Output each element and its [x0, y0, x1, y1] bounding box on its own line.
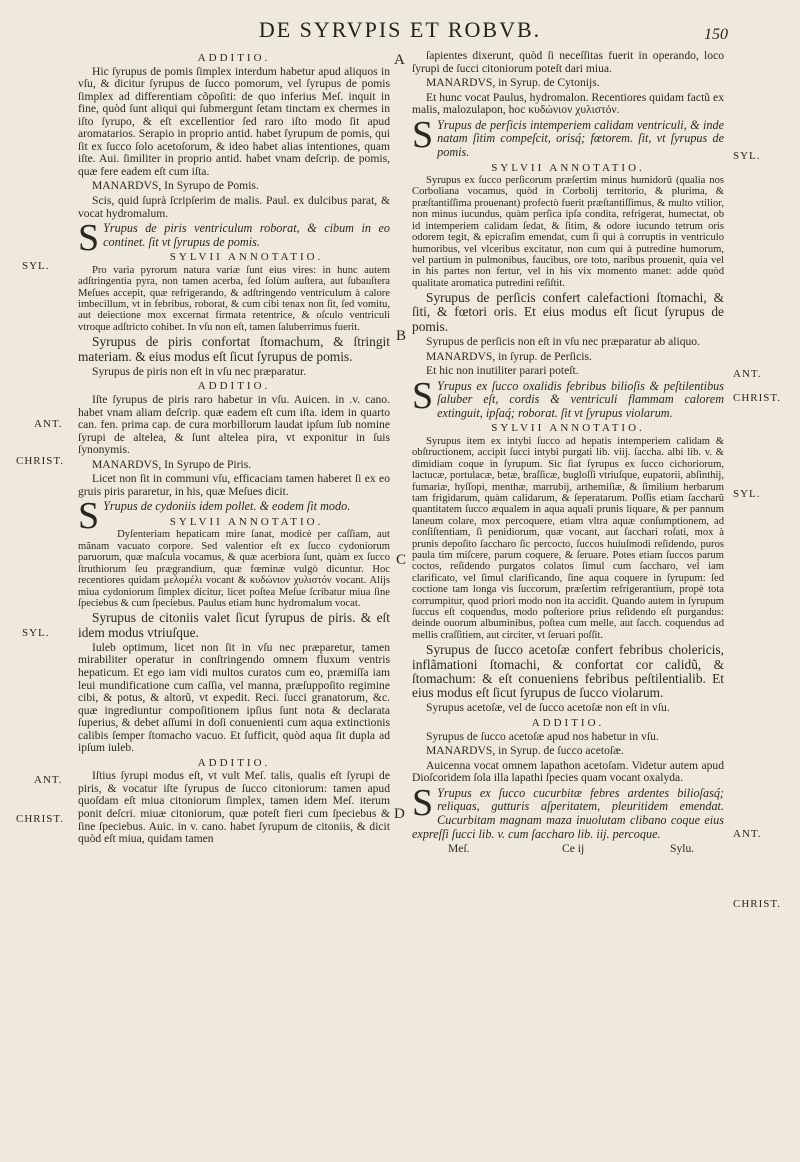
text-block	[78, 642, 390, 755]
commentary-paragraph: Iſtius ſyrupi modus eſt, vt vult Meſ. talis, qualis eſt ſyrupi de piris, & vocatur iſte ſyrupus de ſucco citoniorum: tamen apud quoſdam eſt miua citoniorum ſimplex, tamen idem Meſ. iterum ponit deſcri. miuæ citoniorum, quæ poteſt fieri cum ſpeciebus & ſine ſpeciebus. Auic. in v. cano. habet ſyrupum de citoniis, & dicit quòd eſt miua, quidam tamen	[78, 769, 390, 846]
text-block	[412, 731, 724, 744]
margin-note-ant: ANT.	[733, 828, 762, 840]
section-heading: SYLVII ANNOTATIO.	[169, 251, 324, 264]
mesue-text-paragraph: Syrupus de ſucco acetoſæ confert febribus cholericis, inflãmationi ſtomachi, & confortat cor calidũ, & ſtomachum: & eſt conueniens febribus peſtilentialib. Et eius modus eſt ſicut ſyrupus de ſucco violarum.	[412, 642, 724, 701]
commentary-paragraph: Et hunc vocat Paulus, hydromalon. Recentiores quidam factũ ex malis, malozulapon, hoc κυδώνιον χυλιστόν.	[412, 90, 724, 117]
drop-cap: S	[412, 113, 434, 156]
margin-note-christ: CHRIST.	[733, 392, 782, 404]
commentary-paragraph: Iſte ſyrupus de piris raro habetur in vſu. Auicen. in .v. cano. habet vnam aliam deſcrip. quæ eadem eſt cum iſta. idem in quarto can. fen. prima cap. de cura morbillorum laudat ipſum ſub nomine ſyrupi de altelea, & ſunt altelea pira, vt exponitur in ſuis ſynonymis.	[78, 392, 390, 457]
signature-middle: Ce ij	[562, 842, 585, 856]
mesue-text-paragraph: Syrupus de citoniis valet ſicut ſyrupus de piris. & eſt idem modus vtriuſque.	[78, 610, 390, 640]
text-block	[412, 745, 724, 758]
commentary-paragraph: Dyſenteriam hepaticam mire ſanat, modicè per caſſiam, aut mãnam vacuato corpore. Sed valentior eſt ex ſucco cydoniorum paruorum, quæ maſcula vocamus, & quæ acerbiora ſunt, quàm ex ſucco ſtruthiorum ſeu prægrandium, quæ fœminæ vulgò dicuntur. Hoc recentiores quidam μελομέλι vocant & κυδώνιον χυλιστόν vocant. Alijs miua cydoniorum ſimplex dicitur, licet poſtea Meſue ſcribatur miua ſine ſpeciebus & cum ſpeciebus. Paulus etiam hunc hydromalum vocat.	[78, 529, 390, 609]
commentary-paragraph: Syrupus de piris non eſt in vſu nec præparatur.	[92, 364, 307, 378]
commentary-paragraph: ſapientes dixerunt, quòd ſi neceſſitas fuerit in operando, loco ſyrupi de ſucci citoniorum poteſt dari miua.	[412, 49, 724, 75]
text-block	[78, 180, 390, 193]
margin-note-christ: CHRIST.	[16, 813, 65, 825]
page-number: 150	[704, 26, 728, 43]
text-block	[412, 175, 724, 289]
margin-note-christ: CHRIST.	[16, 455, 65, 467]
recipe-text: Yrupus de perſicis intemperiem calidam ventriculi, & inde natam ſitim compeſcit, orisq́; fœtorem. ſit, vt ſyrupus de pomis.	[437, 117, 724, 159]
commentary-paragraph: Auicenna vocat omnem lapathon acetoſam. Videtur autem apud Dioſcoridem ſola illa lapathi ſpecies quam vocant oxalyda.	[412, 758, 724, 785]
text-block	[412, 760, 724, 785]
commentary-paragraph: MANARDVS, in ſyrup. de Perſicis.	[426, 349, 592, 363]
commentary-paragraph: MANARDVS, in Syrup. de ſucco acetoſæ.	[426, 744, 624, 758]
recipe-paragraph	[412, 113, 724, 160]
recipe-text: Yrupus de cydoniis idem pollet. & eodem ſit modo.	[103, 499, 351, 514]
commentary-paragraph: Syrupus de perſicis non eſt in vſu nec præparatur ab aliquo.	[426, 335, 700, 349]
text-block	[78, 66, 390, 179]
commentary-paragraph: Et hic non inutiliter parari poteſt.	[426, 364, 579, 378]
text-block	[412, 436, 724, 641]
text-block	[412, 365, 724, 378]
recipe-paragraph	[412, 781, 724, 841]
commentary-paragraph: Iuleb optimum, licet non ſit in vſu nec præparetur, tamen mirabiliter operatur in conſtringendo omnem fluxum ventris hepaticum. Et ego iam vidi multos curatos cum eo, præmiſſa iam leui mundificatione cum caſſia, vel manna, præſuppoſito regimine cibi, & potus, & altorũ, vt expedit. Reci. ſucci granatorum, &c. quæ ingrediuntur compoſitionem ipſius ſunt nota & declarata ſuperius, & debet aſſumi in doſi conuenienti cum aqua extinctionis calibis ſemper ſtomacho vacuo. Et ſufficit, quòd aqua ſit dupla ad ipſum iuleb.	[78, 640, 390, 755]
commentary-paragraph: Syrupus de ſucco acetoſæ apud nos habetur in vſu.	[426, 729, 659, 743]
text-block	[78, 459, 390, 472]
recipe-text: Yrupus de piris ventriculum roborat, & cibum in eo continet. ſit vt ſyrupus de pomis.	[103, 221, 390, 249]
drop-cap: S	[412, 374, 434, 417]
text-block	[78, 265, 390, 333]
drop-cap: S	[412, 781, 434, 824]
drop-cap: S	[78, 495, 100, 538]
margin-note-syl: SYL.	[733, 150, 761, 162]
text-block	[78, 195, 390, 220]
text-block	[412, 643, 724, 700]
commentary-paragraph: Syrupus acetoſæ, vel de ſucco acetoſæ non eſt in vſu.	[426, 701, 670, 715]
commentary-paragraph: MANARDVS, in Syrup. de Cytonijs.	[426, 76, 600, 90]
mesue-text-paragraph: Syrupus de perſicis confert calefactioni ſtomachi, & ſiti, & fœtori oris. Et eius modus eſt ſicut ſyrupus de pomis.	[412, 290, 724, 334]
margin-note-christ: CHRIST.	[733, 898, 782, 910]
signature-left: Meſ.	[448, 842, 470, 856]
commentary-paragraph: Licet non ſit in communi vſu, efficaciam tamen haberet ſi ex eo gruis piris pararetur, in his, quæ Meſues dicit.	[78, 472, 390, 498]
text-block	[412, 77, 724, 90]
running-title: DE SYRVPIS ET ROBVB.	[258, 17, 542, 42]
text-block	[78, 366, 390, 379]
drop-cap: S	[78, 217, 100, 260]
commentary-paragraph: Syrupus ex ſucco perſicorum præſertim minus humidorũ (qualia nos Corboliana vocamus, quòd in Corbolij territorio, & plurima, & præſtantiſſima prouenant) profectò fuerit præſtantiſſimus, & multo vtilior, non minus iucundus, quàm perſica ipſa condita, refrigerat, humectat, ob id intemperiem calidam ſedat, & ſitim, & odore iucundo tetrum oris odorem tegit, & epicraſim emendat, cum ſi qui à corruptis in ventriculo humoribus, vel vlceribus excitatur, non cum qui à putredine humorum, vel partium in pulmonibus, faucibus, ore toto, naribus prouenit, quia vel in his partes non fertur, vel in his vix momento manet: adde quòd qualitate aromatica putredini reſiſtit.	[412, 175, 724, 289]
text-block	[412, 351, 724, 364]
section-heading: ADDITIO.	[197, 756, 271, 769]
text-block	[412, 702, 724, 715]
section-letter: C	[396, 552, 407, 568]
section-letter: D	[394, 806, 405, 822]
signature-right: Sylu.	[670, 842, 695, 856]
margin-note-ant: ANT.	[34, 418, 63, 430]
section-heading: ADDITIO.	[197, 52, 271, 64]
section-heading: ADDITIO.	[197, 380, 271, 393]
text-block	[78, 335, 390, 364]
text-block	[78, 473, 390, 498]
mesue-text-paragraph: Syrupus de piris confortat ſtomachum, & ſtringit materiam. & eius modus eſt ſicut ſyrupus de pomis.	[78, 334, 390, 364]
signature-line	[412, 843, 724, 857]
right-column	[412, 50, 724, 857]
section-heading: SYLVII ANNOTATIO.	[491, 422, 645, 435]
margin-note-ant: ANT.	[34, 774, 63, 786]
text-block	[78, 770, 390, 845]
text-block	[412, 336, 724, 349]
text-block	[78, 611, 390, 640]
section-letter: A	[394, 52, 405, 68]
text-block	[412, 291, 724, 334]
recipe-text: Yrupus ex ſucco cucurbitæ febres ardentes bilioſasq́; reliquas, gutturis aſperitatem, pleuritidem emendat. Cucurbitam magnam maza inuolutam clibano coque eius expreſſi ſucci lib. v. cum ſaccharo lib. iij. percoque.	[412, 785, 724, 841]
commentary-paragraph: MANARDVS, In Syrupo de Pomis.	[92, 179, 259, 193]
commentary-paragraph: MANARDVS, In Syrupo de Piris.	[92, 457, 252, 471]
margin-note-syl: SYL.	[22, 627, 50, 639]
commentary-paragraph: Hic ſyrupus de pomis ſimplex interdum habetur apud aliquos in vſu, & dicitur ſyrupus de ſucco pomorum, vel ſyrupus de pomis ſimplex ad differentiam cõpoſiti: de quo inferius Meſ. inquit in fine, quòd ſunt aliqui qui ſubmergunt ſetam tinctam ex chermes in iſto ſyrupo, & eſt excellentior ſed raro iſto modo ſit apud aromatarios. Serapio in proprio antid. habet ſyrupum de pomis, qui ſit ex ſucco ſolo acetoſorum, & ideo habet alias intentiones, quam iſte. Aui. ſimiliter in proprio antid. habet vnam deſcrip. de pomis, quæ fere eadem eſt cum iſta.	[78, 64, 390, 178]
text-block	[78, 529, 390, 609]
left-column	[78, 50, 390, 848]
recipe-text: Yrupus ex ſucco oxalidis febribus bilioſis & peſtilentibus ſaluber eſt, cordis & ventriculi flammam calorem extinguit, ipſaq́; roborat. ſit vt ſyrupus violarum.	[437, 378, 724, 420]
section-heading: SYLVII ANNOTATIO.	[491, 161, 645, 174]
margin-note-syl: SYL.	[22, 260, 50, 272]
text-block	[78, 394, 390, 457]
section-heading: SYLVII ANNOTATIO.	[169, 515, 324, 528]
commentary-paragraph: Scis, quid ſuprà ſcripſerim de malis. Paul. ex dulcibus parat, & vocat hydromalum.	[78, 194, 390, 220]
commentary-paragraph: Pro varia pyrorum natura variæ ſunt eius vires: in hunc autem adſtringentia pyra, non tamen acerba, ſed ſolùm auſtera, aut ſubauſtera Meſues accepit, quæ refrigerando, & adſtringendo ventriculum à calore imbecillum, vt in febribus, roborat, & cum cibi tenax non ſit, ſed vomitu, aut deiectione mox excernat firmata retentrice, & oſculo ventriculi vtroque adſtricto cohibet. In vſu non eſt, tamen ſaluberrimus fuerit.	[78, 264, 390, 333]
section-letter: B	[396, 328, 407, 344]
margin-note-ant: ANT.	[733, 368, 762, 380]
section-heading: ADDITIO.	[531, 717, 605, 730]
text-block	[412, 92, 724, 117]
text-block	[412, 50, 724, 75]
margin-note-syl: SYL.	[733, 488, 761, 500]
commentary-paragraph: Syrupus item ex intybi ſucco ad hepatis intemperiem calidam & obſtructionem, accipit ſucci intybi purgati lib. viij. ſaccha. albi lib. v. & dimidiam coque in ſyrupum. Sic ſiat ſyrupus ex ſucco cichoriorum, lactucæ, portulacæ, betæ, braſſicæ, bugloſſi vtriuſque, eupatorii, abſinthij, fumariæ, hyſſopi, menthæ, marrubij, arthemiſiæ, & ſimilium herbarum tam frigidarum, quàm calidarum, & ſeperatarum. Poſſis etiam ſaccharũ quantitatem ſucco æqualem in aqua aquali prunis liquare, & per pannum laneum colare, mox percoquere, etiam vltra aquæ conſumptionem, ad conſiſtentiam, ſi penidiorum, quæ vocant, aut ſacchari roſati, mox à prunis depoſito ſaccharo ſic percocto, ſuccos huiuſmodi reſidendo, puros paula tim miſcere, parum coquere, & ſeruare. Potes etiam ſuccos parum coctos, reſidendo purgatos colatos ſimul cum ſaccharo, vel iam clarificato, vel ſimul clarificando, ſine aqua coquere in ſyrupum: ſed coctione tam longa vis ſuccorum, præſertim refrigerantium, propè tota corrumpitur, quod priori modo non ita accidit. Quando autem in ſyrupum ſuccus eſt coquendus, modo poſteriore prius reſidendo eſt purgandus: deinde ouorum albuminibus, poſtea cum melle, aut ſacch. coquendus ad mellis craſſitiem, aut circiter, vt ſeruari poſſit.	[412, 435, 724, 641]
recipe-paragraph	[412, 374, 724, 421]
